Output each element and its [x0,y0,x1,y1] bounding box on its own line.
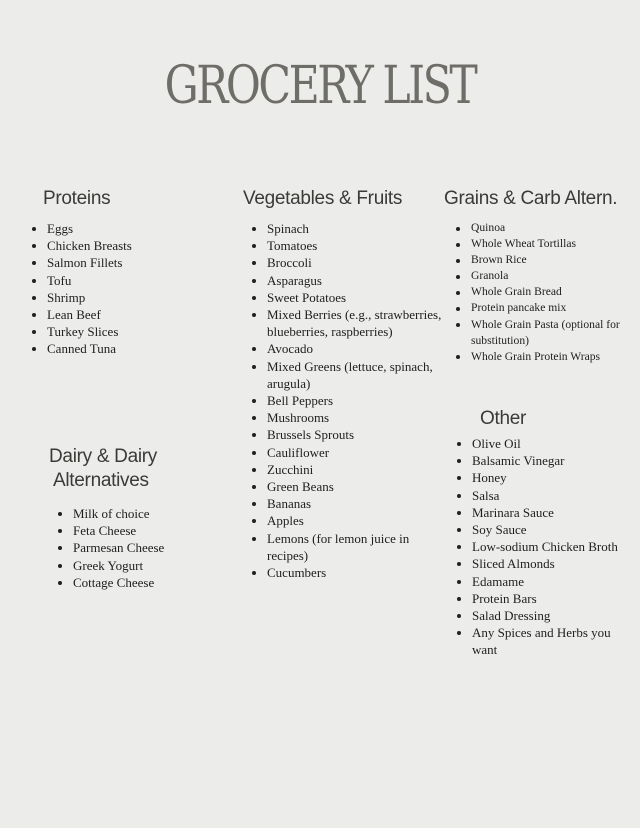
list-item: Chicken Breasts [32,237,212,254]
list-item: Salsa [457,487,633,504]
list-item: Sliced Almonds [457,555,633,572]
list-item: Any Spices and Herbs you want [457,624,633,658]
list-item: Asparagus [252,272,444,289]
list-item: Green Beans [252,478,444,495]
list-item: Milk of choice [58,505,218,522]
list-item: Protein pancake mix [456,300,636,316]
list-item: Avocado [252,340,444,357]
list-item: Low-sodium Chicken Broth [457,538,633,555]
list-item: Eggs [32,220,212,237]
list-item: Turkey Slices [32,323,212,340]
list-item: Greek Yogurt [58,557,218,574]
list-item: Parmesan Cheese [58,539,218,556]
other-list [457,435,633,659]
list-item: Broccoli [252,254,444,271]
list-item: Shrimp [32,289,212,306]
list-item: Whole Grain Pasta (optional for substitution) [456,317,636,349]
list-item: Marinara Sauce [457,504,633,521]
list-item: Soy Sauce [457,521,633,538]
list-item: Spinach [252,220,444,237]
list-item: Lean Beef [32,306,212,323]
list-item: Bell Peppers [252,392,444,409]
dairy-list [58,505,218,591]
list-item: Apples [252,512,444,529]
list-item: Granola [456,268,636,284]
page-title: GROCERY LIST [164,56,476,116]
list-item: Salmon Fillets [32,254,212,271]
list-item: Canned Tuna [32,340,212,357]
list-item: Whole Grain Bread [456,284,636,300]
grains-heading: Grains & Carb Altern. [444,188,618,209]
dairy-heading-line2: Alternatives [53,470,149,491]
list-item: Mixed Berries (e.g., strawberries, blueberries, raspberries) [252,306,444,340]
list-item: Cauliflower [252,444,444,461]
list-item: Balsamic Vinegar [457,452,633,469]
list-item: Whole Grain Protein Wraps [456,349,636,365]
list-item: Tomatoes [252,237,444,254]
list-item: Quinoa [456,220,636,236]
list-item: Feta Cheese [58,522,218,539]
dairy-heading-line1: Dairy & Dairy [49,446,158,467]
list-item: Cucumbers [252,564,444,581]
list-item: Zucchini [252,461,444,478]
list-item: Salad Dressing [457,607,633,624]
list-item: Sweet Potatoes [252,289,444,306]
list-item: Bananas [252,495,444,512]
list-item: Brown Rice [456,252,636,268]
veg-fruits-heading: Vegetables & Fruits [243,188,403,209]
list-item: Mixed Greens (lettuce, spinach, arugula) [252,358,444,392]
list-item: Protein Bars [457,590,633,607]
proteins-heading: Proteins [43,188,111,209]
list-item: Brussels Sprouts [252,426,444,443]
list-item: Olive Oil [457,435,633,452]
list-item: Cottage Cheese [58,574,218,591]
list-item: Mushrooms [252,409,444,426]
grains-list [456,220,636,365]
list-item: Lemons (for lemon juice in recipes) [252,530,444,564]
list-item: Tofu [32,272,212,289]
list-item: Whole Wheat Tortillas [456,236,636,252]
veg-fruits-list [252,220,444,581]
list-item: Edamame [457,573,633,590]
list-item: Honey [457,469,633,486]
proteins-list [32,220,212,358]
other-heading: Other [480,408,527,429]
